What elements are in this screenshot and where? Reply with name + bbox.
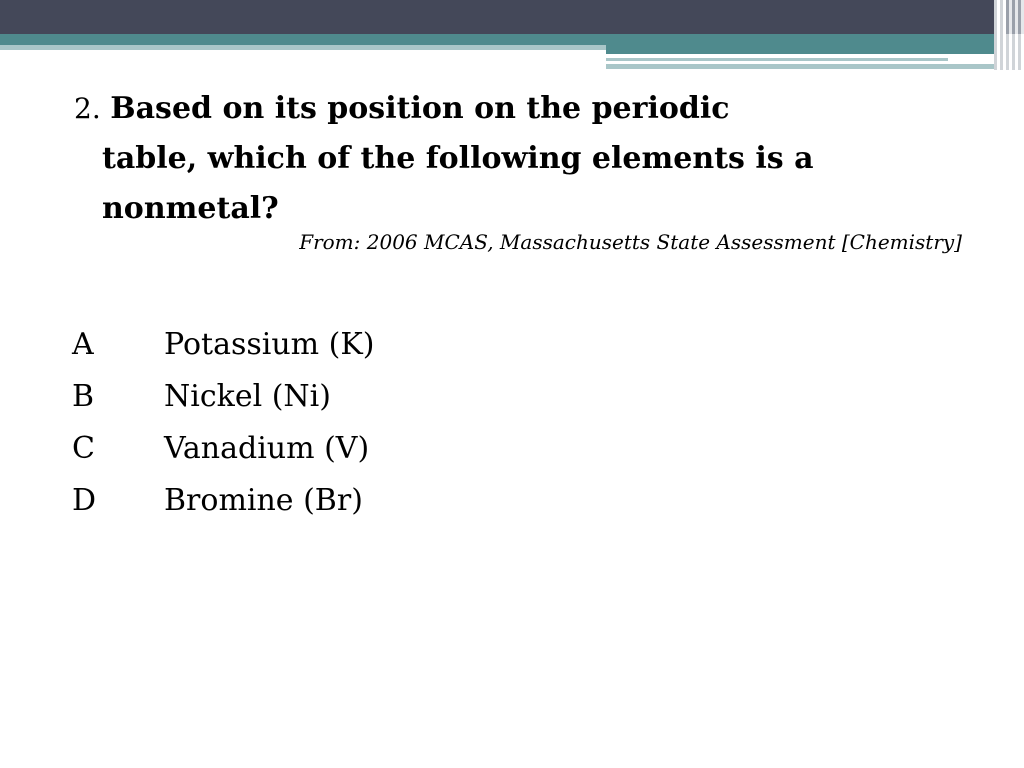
question-source: From: 2006 MCAS, Massachusetts State Assessment [Chemistry]	[299, 230, 962, 254]
header-bar-light-lower	[606, 64, 1006, 69]
option-letter: D	[72, 482, 97, 518]
header-stripes-dark	[1006, 0, 1024, 34]
question	[74, 84, 974, 234]
option-text: Potassium (K)	[164, 326, 375, 362]
question-text-2: table, which of the following elements is a	[102, 141, 814, 176]
option-d	[72, 474, 374, 526]
question-text-3: nonmetal?	[102, 191, 279, 226]
option-text: Nickel (Ni)	[164, 378, 331, 414]
question-number: 2.	[74, 92, 101, 125]
question-line-1	[74, 84, 974, 134]
header-bar-teal-right	[606, 45, 1006, 54]
option-b	[72, 370, 374, 422]
header-bar-light-thin	[606, 58, 948, 61]
question-text-1: Based on its position on the periodic	[110, 91, 730, 126]
option-letter: A	[72, 326, 94, 362]
option-text: Vanadium (V)	[164, 430, 370, 466]
header-bar-teal	[0, 34, 1024, 45]
header-bar-light	[0, 45, 606, 50]
option-c	[72, 422, 374, 474]
answer-options	[72, 318, 374, 526]
option-text: Bromine (Br)	[164, 482, 363, 518]
option-letter: C	[72, 430, 95, 466]
option-a	[72, 318, 374, 370]
option-letter: B	[72, 378, 95, 414]
header-bar-dark	[0, 0, 1024, 34]
